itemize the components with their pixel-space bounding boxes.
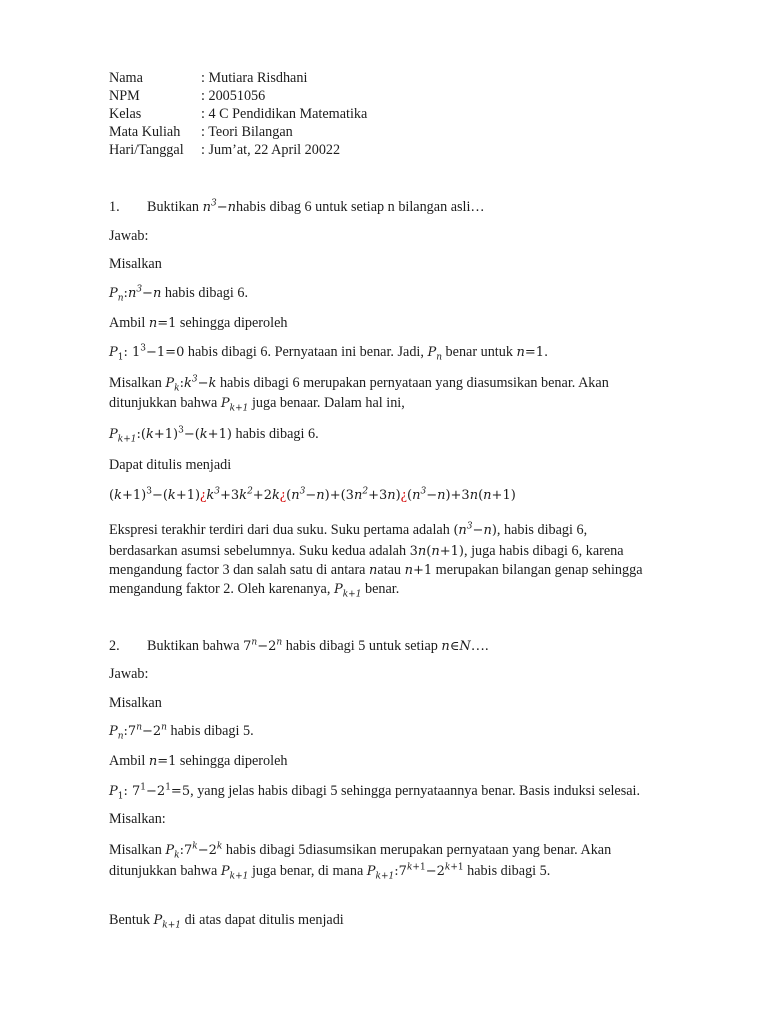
problem-1-ekspresi-1: Ekspresi terakhir terdiri dari dua suku. Suku pertama adalah $(n^3-n)$, habis dibagi 6, (109, 521, 588, 538)
header-value-matakuliah: : Teori Bilangan (201, 124, 293, 140)
problem-2-misalkan-pk: Misalkan $P_k:7^k-2^k$ habis dibagi 5diasumsikan merupakan pernyataan yang benar. Akan (109, 841, 612, 861)
problem-2-jawab: Jawab: (109, 666, 149, 682)
problem-1-misalkan-pk: Misalkan $P_k:k^3-k$ habis dibagi 6 merupakan pernyataan yang diasumsikan benar. Akan (109, 374, 609, 394)
header-value-kelas: : 4 C Pendidikan Matematika (201, 106, 368, 122)
problem-2-ditunjukkan: ditunjukkan bahwa $P_{k+1}$ juga benar, di mana $P_{k+1}:7^{k+1}-2^{k+1}$ habis dibagi 5. (109, 862, 551, 882)
header-value-tanggal: : Jum’at, 22 April 20022 (201, 142, 341, 158)
header-value-nama: : Mutiara Risdhani (201, 70, 308, 86)
problem-2-misalkan-colon: Misalkan: (109, 811, 166, 827)
problem-1-expansion: $(k+1)^3-(k+1)¿k^3+3k^2+2k¿(n^3-n)+(3n^2+3n)¿(n^3-n)+3n(n+1)$ (109, 486, 516, 503)
problem-1-ekspresi-3: mengandung factor 3 dan salah satu di antara natau n+1 merupakan bilangan genap sehingga (109, 562, 643, 578)
problem-1-ditunjukkan: ditunjukkan bahwa $P_{k+1}$ juga benaar. Dalam hal ini, (109, 395, 405, 414)
problem-1-pk1-line: $P_{k+1}:(k+1)^3-(k+1)$ habis dibagi 6. (109, 425, 319, 445)
problem-1-jawab: Jawab: (109, 228, 149, 244)
problem-2-ambil-line: Ambil n=1 sehingga diperoleh (109, 753, 288, 769)
header-label-tanggal: Hari/Tanggal (109, 142, 184, 158)
problem-1-question: 1. Buktikan $n^3-nhabis$ dibag 6 untuk setiap n bilangan asli… (109, 198, 485, 215)
problem-2-question: 2. Buktikan bahwa $7^n-2^n$ habis dibagi 5 untuk setiap n∈N…. (109, 637, 489, 654)
problem-2-bentuk: Bentuk $P_{k+1}$ di atas dapat ditulis menjadi (109, 912, 344, 931)
header-label-matakuliah: Mata Kuliah (109, 124, 181, 140)
header-value-npm: : 20051056 (201, 88, 266, 104)
problem-2-pn-line: $P_n:7^n-2^n$ habis dibagi 5. (109, 722, 254, 742)
header-label-nama: Nama (109, 70, 143, 86)
problem-2-misalkan: Misalkan (109, 695, 162, 711)
problem-1-pn-line: $P_n:n^3-n$ habis dibagi 6. (109, 284, 249, 304)
problem-1-ekspresi-2: berdasarkan asumsi sebelumnya. Suku kedua adalah 3n(n+1), juga habis dibagi 6, karena (109, 543, 624, 559)
problem-1-p1-line: $P_1$: $1^3-1=0$ habis dibagi 6. Pernyataan ini benar. Jadi, $P_n$ benar untuk n=1. (109, 343, 549, 363)
problem-2-p1-line: $P_1$: $7^1-2^1=5$, yang jelas habis dibagi 5 sehingga pernyataannya benar. Basis induksi selesai. (109, 782, 641, 802)
header-label-npm: NPM (109, 88, 140, 104)
ambil-label: Ambil (109, 315, 146, 331)
problem-1-ambil-line: Ambil n=1 sehingga diperoleh (109, 315, 288, 331)
problem-1-dapat: Dapat ditulis menjadi (109, 457, 232, 473)
problem-1-misalkan: Misalkan (109, 256, 162, 272)
problem-1-ekspresi-4: mengandung faktor 2. Oleh karenanya, $P_{k+1}$ benar. (109, 581, 400, 600)
header-label-kelas: Kelas (109, 106, 142, 122)
ambil-label-2: Ambil (109, 753, 146, 769)
